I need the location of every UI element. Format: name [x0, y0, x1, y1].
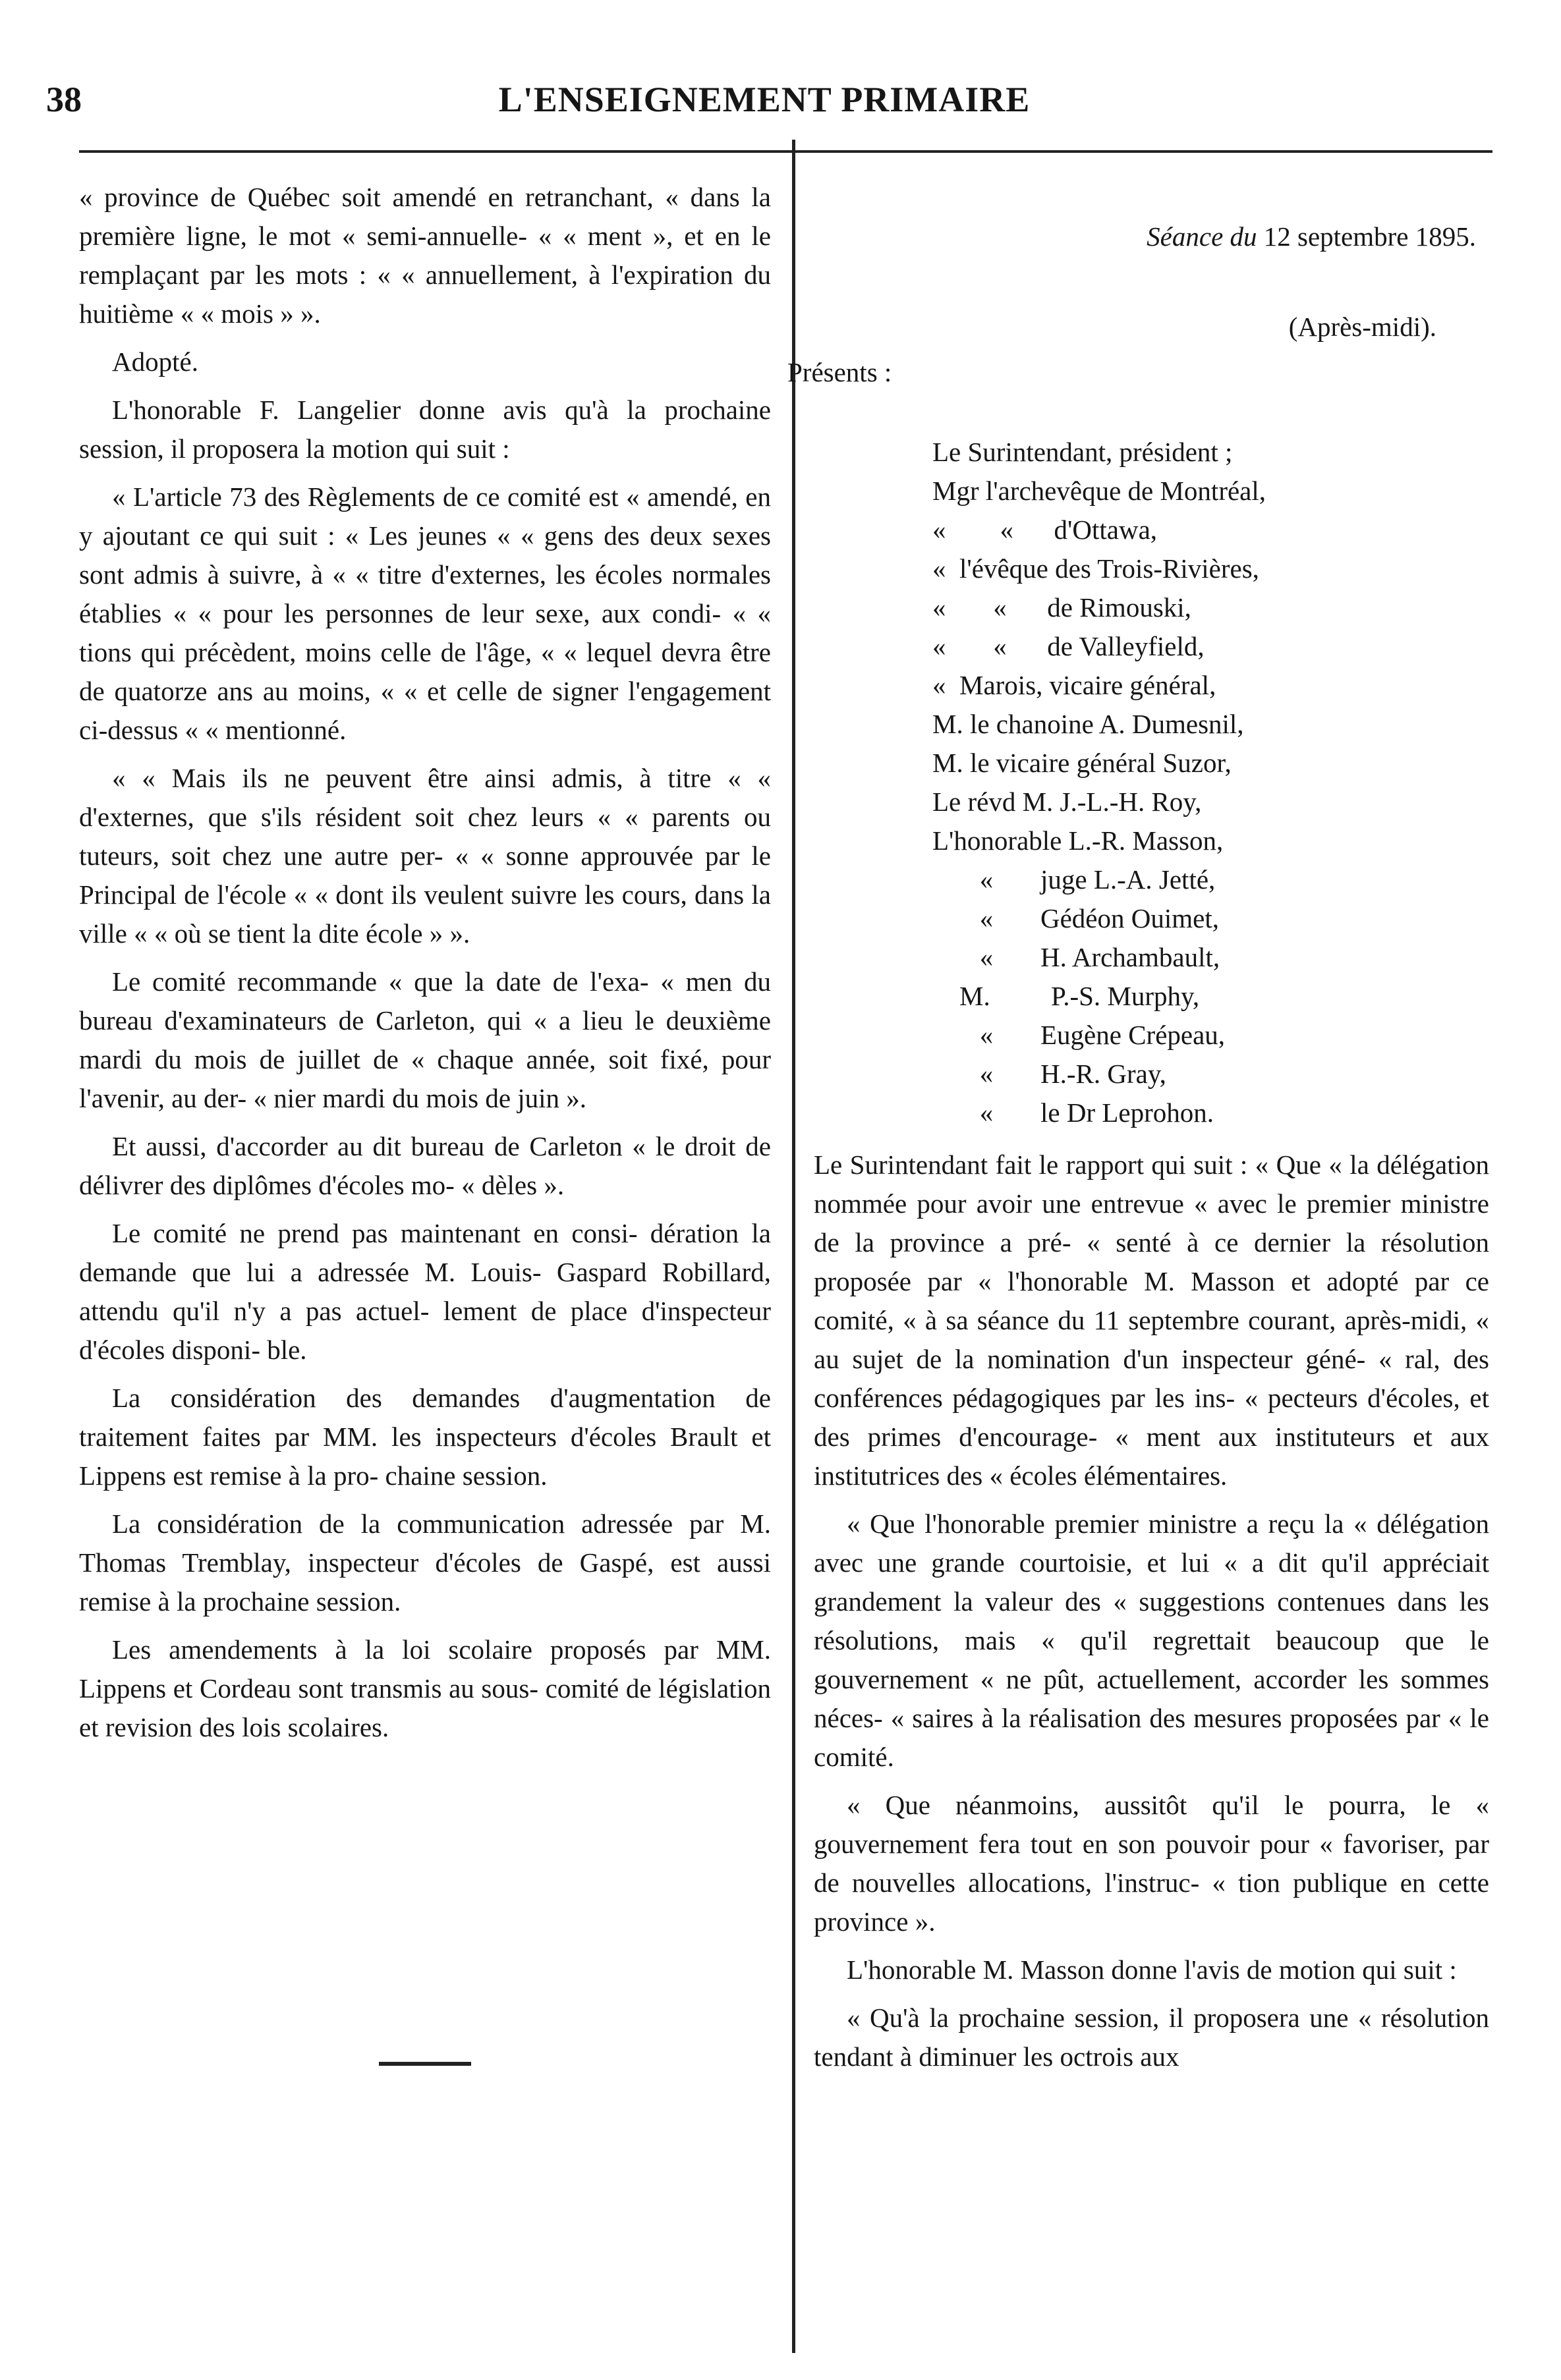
attendee: Le Surintendant, président ; — [932, 437, 1233, 467]
session-heading — [814, 217, 1489, 256]
attendee: « l'évêque des Trois-Rivières, — [932, 553, 1259, 584]
column-divider — [792, 140, 795, 2353]
left-column — [79, 178, 771, 1756]
page-number: 38 — [46, 80, 82, 119]
attendee: M. le chanoine A. Dumesnil, — [932, 709, 1244, 739]
paragraph: L'honorable F. Langelier donne avis qu'à la prochaine session, il proposera la motion qui suit : — [79, 395, 771, 464]
attendee: « H. Archambault, — [932, 942, 1220, 972]
attendee: Le révd M. J.-L.-H. Roy, — [932, 787, 1202, 817]
attendee: « Marois, vicaire général, — [932, 670, 1216, 700]
attendee: « Eugène Crépeau, — [932, 1020, 1226, 1050]
paragraph: « « Mais ils ne peuvent être ainsi admis, à titre « « d'externes, que s'ils résident soit chez leurs « « parents ou tuteurs, soit chez une autre per- « « sonne approuvée par le Principal de l'école « « dont ils veulent suivre les cours, dans la ville « « où se tient la dite école » ». — [79, 763, 771, 949]
attendee: « Gédéon Ouimet, — [932, 903, 1219, 933]
attendee: « « de Rimouski, — [932, 592, 1191, 623]
paragraph: Les amendements à la loi scolaire proposés par MM. Lippens et Cordeau sont transmis au sous- comité de législation et revision des lois scolaires. — [79, 1634, 771, 1742]
paragraph: « Que l'honorable premier ministre a reçu la « délégation avec une grande courtoisie, et lui « a dit qu'il appréciait grandement la valeur des « suggestions contenues dans les résolutions, mais « qu'il regrettait beaucoup que le gouvernement « ne pût, actuellement, accorder les sommes néces- « saires à la réalisation des mesures proposées par « le comité. — [814, 1508, 1489, 1772]
attendee: M. le vicaire général Suzor, — [932, 748, 1232, 778]
paragraph: Et aussi, d'accorder au dit bureau de Carleton « le droit de délivrer des diplômes d'écoles mo- « dèles ». — [79, 1131, 771, 1200]
paragraph: « Que néanmoins, aussitôt qu'il le pourra, le « gouvernement fera tout en son pouvoir pour « favoriser, par de nouvelles allocations, l'instruc- « tion publique en cette province ». — [814, 1790, 1489, 1937]
paragraph: Le Surintendant fait le rapport qui suit : « Que « la délégation nommée pour avoir une entrevue « avec le premier ministre de la province a pré- « senté à ce dernier la résolution proposée par « l'honorable M. Masson et adopté par ce comité, « à sa séance du 11 septembre courant, après-midi, « au sujet de la nomination d'un inspecteur géné- « ral, des conférences pédagogiques par les ins- « pecteurs d'écoles, et des primes d'encourage- « ment aux instituteurs et aux institutrices des « écoles élémentaires. — [814, 1149, 1489, 1491]
attendee: M. P.-S. Murphy, — [932, 981, 1200, 1011]
attendee: « H.-R. Gray, — [932, 1059, 1166, 1089]
header-rule — [79, 150, 1492, 153]
attendee: « « de Valleyfield, — [932, 631, 1205, 661]
paragraph: Adopté. — [112, 346, 198, 377]
paragraph: La considération des demandes d'augmentation de traitement faites par MM. les inspecteurs d'écoles Brault et Lippens est remise à la pro- chaine session. — [79, 1383, 771, 1491]
page-header — [46, 79, 1483, 132]
session-label: Séance du — [1147, 221, 1257, 252]
session-date: 12 septembre 1895. — [1263, 221, 1476, 252]
paragraph: « L'article 73 des Règlements de ce comité est « amendé, en y ajoutant ce qui suit : « Les jeunes « « gens des deux sexes sont admis à suivre, à « « titre d'externes, les écoles normales établies « « pour les personnes de leur sexe, aux condi- « « tions qui précèdent, moins celle de l'âge, « « lequel devra être de quatorze ans au moins, « « et celle de signer l'engagement ci-dessus « « mentionné. — [79, 482, 771, 745]
running-title: L'ENSEIGNEMENT PRIMAIRE — [498, 80, 1031, 119]
attendee: « le Dr Leprohon. — [932, 1097, 1214, 1128]
paragraph: Le comité recommande « que la date de l'exa- « men du bureau d'examinateurs de Carleton, qui « a lieu le deuxième mardi du mois de juillet de « chaque année, soit fixé, pour l'avenir, au der- « nier mardi du mois de juin ». — [79, 966, 771, 1113]
right-column — [787, 178, 1489, 2086]
paragraph: « Qu'à la prochaine session, il proposera une « résolution tendant à diminuer les octrois aux — [814, 2003, 1489, 2072]
session-subheading: (Après-midi). — [1288, 312, 1436, 342]
paragraph: La considération de la communication adressée par M. Thomas Tremblay, inspecteur d'écoles de Gaspé, est aussi remise à la prochaine session. — [79, 1508, 771, 1617]
presents-label: Présents : — [787, 357, 892, 387]
attendee: L'honorable L.-R. Masson, — [932, 825, 1224, 856]
attendee-list — [932, 433, 1489, 1132]
paragraph: Le comité ne prend pas maintenant en consi- dération la demande que lui a adressée M. Louis- Gaspard Robillard, attendu qu'il n'y a pas actuel- lement de place d'inspecteur d'écoles disponi- ble. — [79, 1218, 771, 1365]
paragraph: « province de Québec soit amendé en retranchant, « dans la première ligne, le mot « semi-annuelle- « « ment », et en le remplaçant par les mots : « « annuellement, à l'expiration du huitième « « mois » ». — [79, 182, 771, 329]
attendee: « « d'Ottawa, — [932, 514, 1158, 545]
section-end-rule — [379, 2062, 471, 2066]
attendee: « juge L.-A. Jetté, — [932, 864, 1216, 895]
attendee: Mgr l'archevêque de Montréal, — [932, 476, 1266, 506]
paragraph: L'honorable M. Masson donne l'avis de motion qui suit : — [847, 1954, 1457, 1985]
